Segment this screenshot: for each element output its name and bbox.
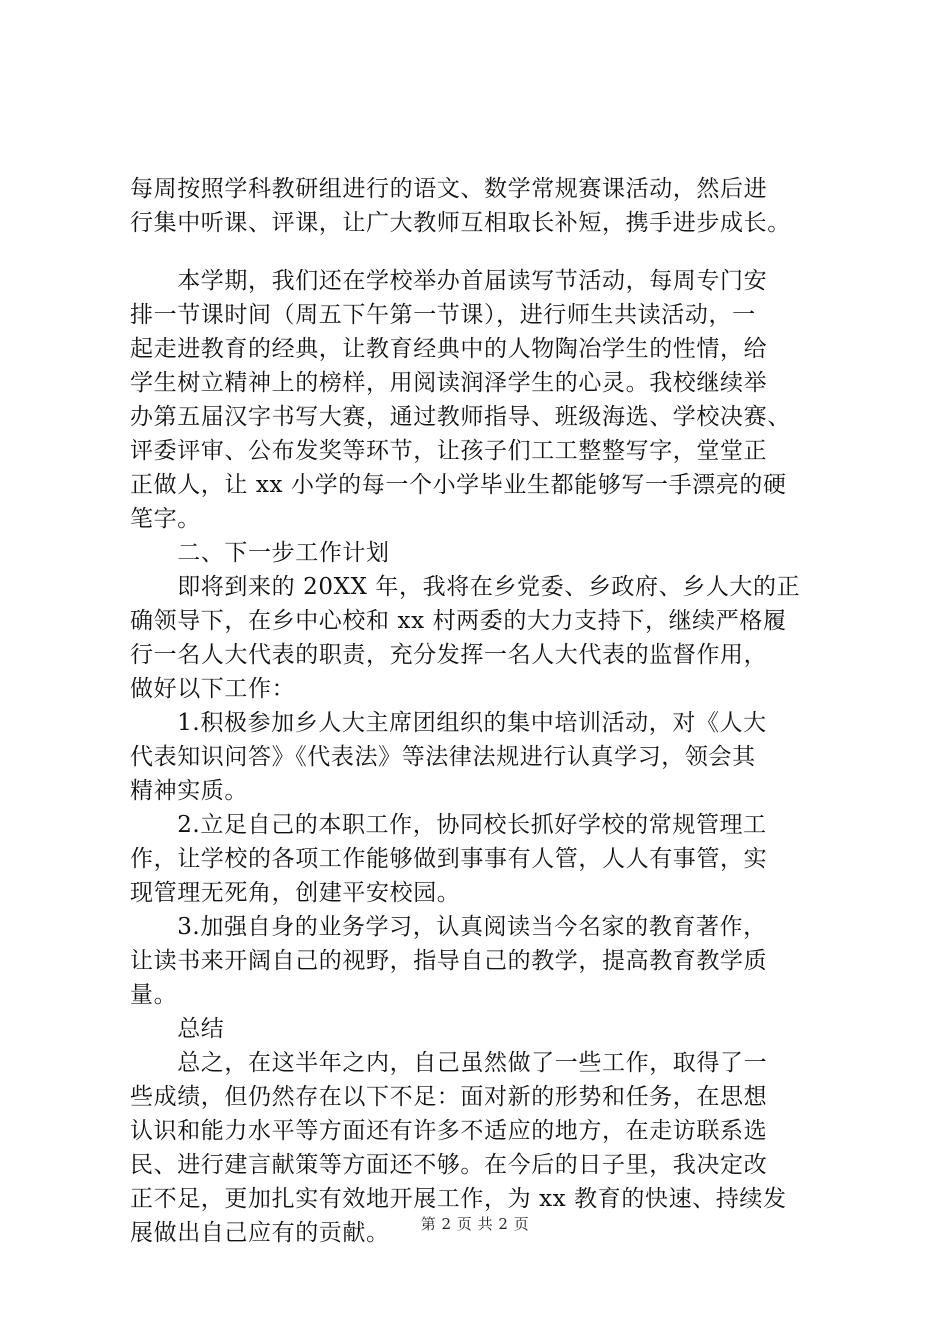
text-line: 展做出自己应有的贡献。 [130, 1220, 390, 1246]
text-line: 让读书来开阔自己的视野，指导自己的教学，提高教育教学质 [130, 948, 768, 974]
text-line: 代表知识问答》《代表法》等法律法规进行认真学习，领会其 [130, 744, 756, 770]
paragraph-reading-festival [130, 264, 840, 536]
text-line: 即将到来的 20XX 年，我将在乡党委、乡政府、乡人大的正 [130, 574, 801, 600]
list-item [130, 808, 840, 910]
text-line: 办第五届汉字书写大赛，通过教师指导、班级海选、学校决赛、 [130, 404, 791, 430]
text-line: 总之，在这半年之内，自己虽然做了一些工作，取得了一 [130, 1050, 768, 1076]
text-line: 现管理无死角，创建平安校园。 [130, 880, 461, 906]
text-line: 做好以下工作： [130, 676, 296, 702]
paragraph-group-activities [130, 172, 840, 240]
section-heading-summary: 总结 [130, 1016, 225, 1042]
text-line: 1.积极参加乡人大主席团组织的集中培训活动，对《人大 [130, 710, 767, 736]
text-line: 2.立足自己的本职工作，协同校长抓好学校的常规管理工 [130, 812, 767, 838]
text-line: 量。 [130, 982, 178, 1008]
document-body [130, 172, 840, 1250]
text-line: 起走进教育的经典，让教育经典中的人物陶冶学生的性情，给 [130, 336, 768, 362]
text-line: 学生树立精神上的榜样，用阅读润泽学生的心灵。我校继续举 [130, 370, 768, 396]
text-line: 精神实质。 [130, 778, 248, 804]
text-line: 正不足，更加扎实有效地开展工作，为 xx 教育的快速、持续发 [130, 1186, 787, 1212]
text-line: 民、进行建言献策等方面还不够。在今后的日子里，我决定改 [130, 1152, 768, 1178]
text-line: 每周按照学科教研组进行的语文、数学常规赛课活动，然后进 [130, 176, 768, 202]
text-line: 笔字。 [130, 506, 201, 532]
text-line: 3.加强自身的业务学习，认真阅读当今名家的教育著作， [130, 914, 767, 940]
text-line: 本学期，我们还在学校举办首届读写节活动，每周专门安 [130, 268, 768, 294]
paragraph-work-plan [130, 570, 840, 706]
text-line: 作，让学校的各项工作能够做到事事有人管，人人有事管，实 [130, 846, 768, 872]
page-number-footer: 第 2 页 共 2 页 [420, 1215, 530, 1233]
text-line: 些成绩，但仍然存在以下不足：面对新的形势和任务，在思想 [130, 1084, 768, 1110]
text-line: 评委评审、公布发奖等环节，让孩子们工工整整写字，堂堂正 [130, 438, 768, 464]
text-line: 行集中听课、评课，让广大教师互相取长补短，携手进步成长。 [130, 210, 791, 236]
text-line: 认识和能力水平等方面还有许多不适应的地方，在走访联系选 [130, 1118, 768, 1144]
list-item [130, 706, 840, 808]
paragraph-gap [130, 240, 840, 264]
text-line: 行一名人大代表的职责，充分发挥一名人大代表的监督作用， [130, 642, 768, 668]
text-line: 排一节课时间（周五下午第一节课），进行师生共读活动，一 [130, 302, 756, 328]
text-line: 正做人，让 xx 小学的每一个小学毕业生都能够写一手漂亮的硬 [130, 472, 787, 498]
text-line: 确领导下，在乡中心校和 xx 村两委的大力支持下，继续严格履 [130, 608, 787, 634]
section-heading-work-plan: 二、下一步工作计划 [130, 540, 390, 566]
list-item [130, 910, 840, 1012]
